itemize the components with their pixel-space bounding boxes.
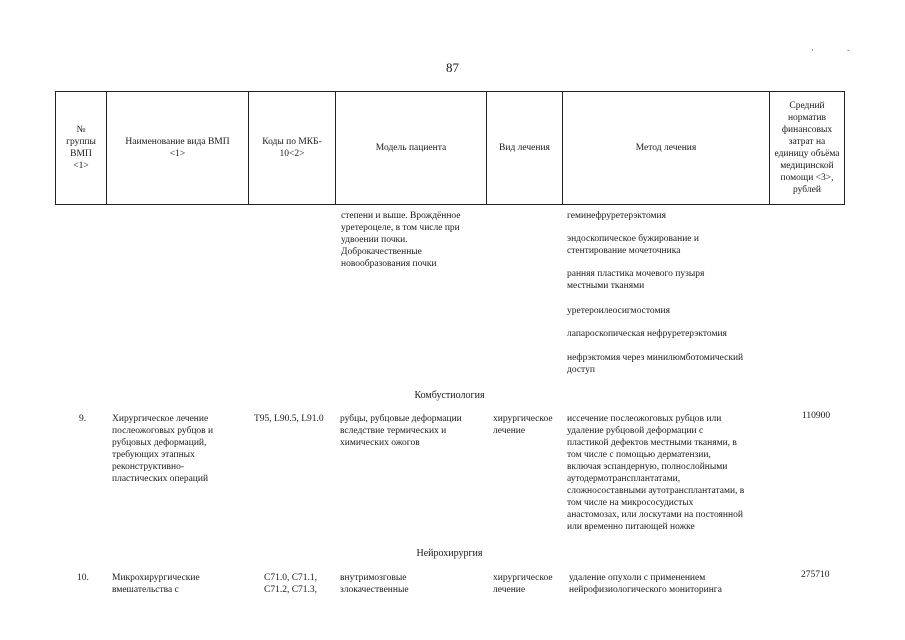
header-group-number: № группы ВМП <1>	[56, 92, 107, 205]
header-mkb-codes: Коды по МКБ- 10<2>	[249, 92, 336, 205]
row-patient-model: рубцы, рубцовые деформации вследствие термических и химических ожогов	[340, 414, 462, 448]
table-header	[55, 91, 845, 205]
corner-mark: .	[847, 43, 850, 53]
row-group-number: 10.	[77, 573, 89, 583]
row-mkb-codes: T95, L90.5, L91.0	[254, 414, 324, 424]
header-patient-model: Модель пациента	[336, 92, 487, 205]
continuation-method: геминефруретерэктомия	[567, 211, 666, 221]
row-treatment-method: удаление опухоли с применением нейрофизиологического мониторинга	[569, 573, 722, 595]
row-average-cost: 275710	[801, 570, 830, 580]
continuation-method: нефрэктомия через минилюмботомический доступ	[567, 353, 744, 375]
row-average-cost: 110900	[802, 411, 831, 421]
header-treatment-type: Вид лечения	[487, 92, 563, 205]
continuation-method: уретероилеосигмостомия	[567, 306, 670, 316]
row-vmp-name: Хирургическое лечение послеожоговых рубцов и рубцовых деформаций, требующих этапных реконструктивно- пластических операций	[112, 414, 214, 484]
section-title: Нейрохирургия	[416, 548, 483, 559]
corner-mark: ·	[811, 45, 814, 55]
continuation-patient-model: степени и выше. Врождённое уретероцеле, в том числе при удвоении почки. Доброкачественные новообразования почки	[341, 211, 461, 269]
row-treatment-type: хирургическое лечение	[493, 573, 553, 595]
continuation-method: эндоскопическое бужирование и стентирование мочеточника	[567, 234, 699, 256]
section-title: Комбустиология	[414, 390, 485, 401]
page-number: 87	[446, 60, 459, 75]
row-patient-model: внутримозговые злокачественные	[340, 573, 409, 595]
row-treatment-method: иссечение послеожоговых рубцов или удаление рубцовой деформации с пластикой дефектов местными тканями, в том числе с помощью дерматензии, включая эспандерную, полнослойными аутодермотрансплантатами, сложносоставными аутотрансплантатами, в том числе на микрососудистых анастомозах, или лоскутами на постоянной или временно питающей ножке	[567, 414, 745, 532]
continuation-method: лапароскопическая нефруретерэктомия	[567, 329, 727, 339]
row-vmp-name: Микрохирургические вмешательства с	[112, 573, 200, 595]
header-average-cost: Средний норматив финансовых затрат на единицу объёма медицинской помощи <3>, рублей	[770, 92, 845, 205]
header-treatment-method: Метод лечения	[563, 92, 770, 205]
row-mkb-codes: C71.0, C71.1, C71.2, C71.3,	[264, 573, 318, 595]
continuation-method: ранняя пластика мочевого пузыря местными тканями	[567, 269, 705, 291]
header-vmp-name: Наименование вида ВМП <1>	[107, 92, 249, 205]
row-treatment-type: хирургическое лечение	[493, 414, 553, 436]
row-group-number: 9.	[79, 414, 87, 424]
